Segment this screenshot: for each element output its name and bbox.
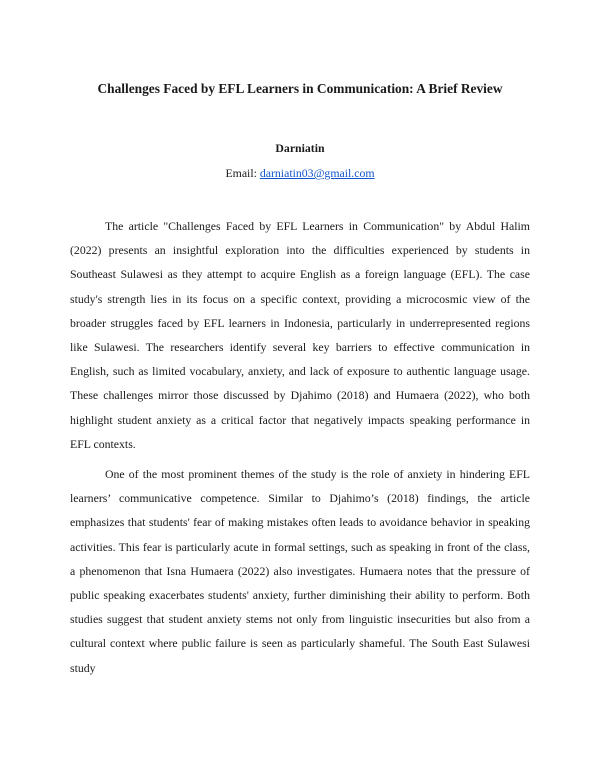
article-body [70, 214, 530, 686]
email-link[interactable]: darniatin03@gmail.com [259, 166, 375, 180]
author-name: Darniatin [275, 141, 325, 155]
paper-title: Challenges Faced by EFL Learners in Communication: A Brief Review [97, 81, 503, 96]
paragraph: The article "Challenges Faced by EFL Learners in Communication" by Abdul Halim (2022) presents an insightful exploration into the difficulties experienced by students in Southeast Sulawesi as they attempt to acquire English as a foreign language (EFL). The case study's strength lies in its focus on a specific context, providing a microcosmic view of the broader struggles faced by EFL learners in Indonesia, particularly in underrepresented regions like Sulawesi. The researchers identify several key barriers to effective communication in English, such as limited vocabulary, anxiety, and lack of exposure to authentic language usage. These challenges mirror those discussed by Djahimo (2018) and Humaera (2022), who both highlight student anxiety as a critical factor that negatively impacts speaking performance in EFL contexts. [70, 219, 530, 451]
paragraph: One of the most prominent themes of the study is the role of anxiety in hindering EFL learners’ communicative competence. Similar to Djahimo’s (2018) findings, the article emphasizes that students' fear of making mistakes often leads to avoidance behavior in speaking activities. This fear is particularly acute in formal settings, such as speaking in front of the class, a phenomenon that Isna Humaera (2022) also investigates. Humaera notes that the pressure of public speaking exacerbates students' anxiety, further diminishing their ability to perform. Both studies suggest that student anxiety stems not only from linguistic insecurities but also from a cultural context where public failure is seen as particularly shameful. The South East Sulawesi study [70, 467, 530, 675]
email-label: Email: [225, 166, 260, 180]
author-email-line [40, 164, 560, 182]
